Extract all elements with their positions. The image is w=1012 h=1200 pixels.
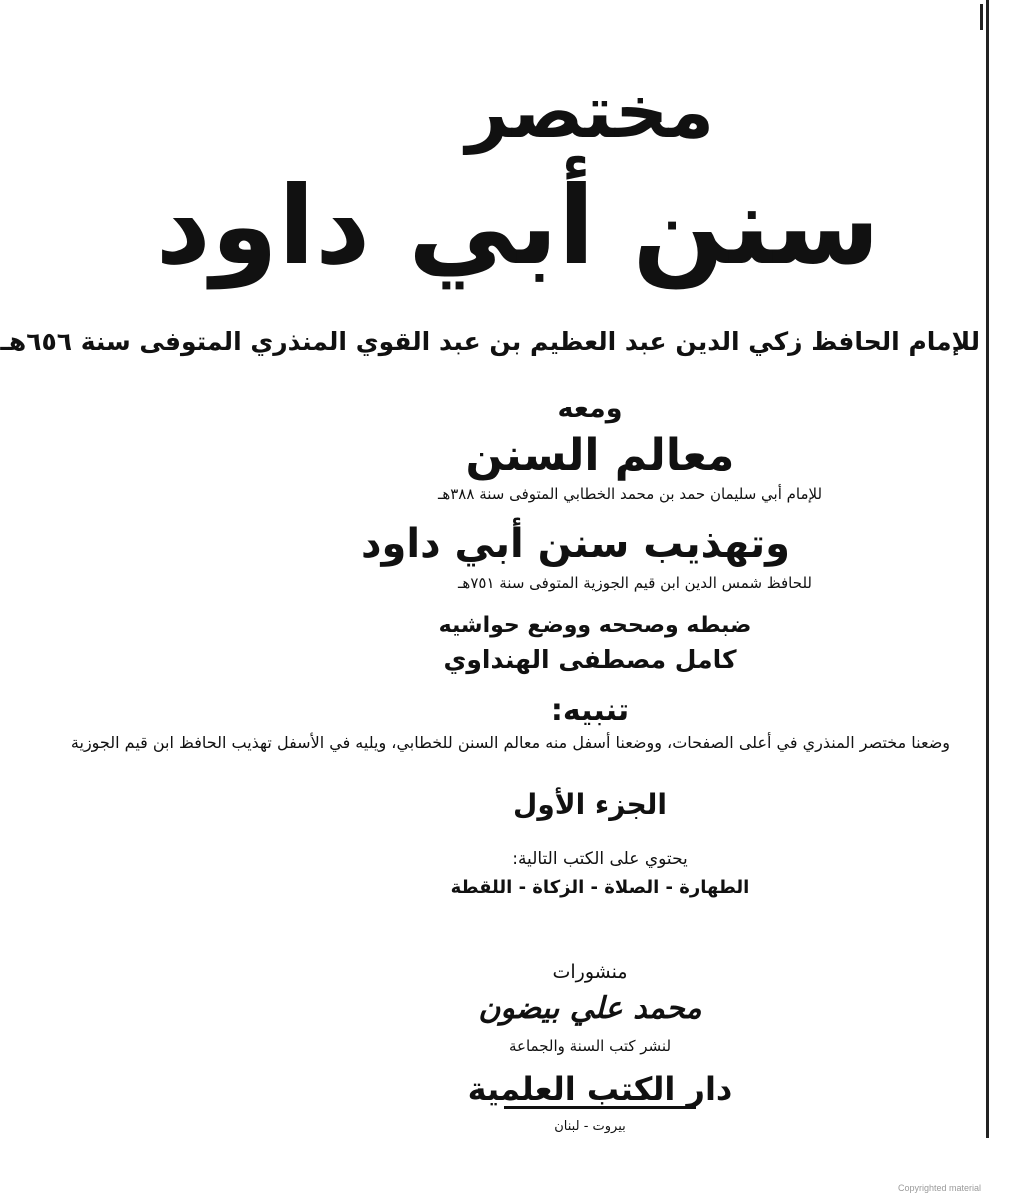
page-edge-line xyxy=(986,0,989,1138)
editor-name: كامل مصطفى الهنداوي xyxy=(443,645,737,674)
title-line-2: سنن أبي داود xyxy=(155,164,880,289)
work-1-title: معالم السنن xyxy=(465,430,735,481)
publisher-city: بيروت - لبنان xyxy=(554,1119,626,1134)
publisher-heading: منشورات xyxy=(552,961,628,983)
copyright-watermark: Copyrighted material xyxy=(898,1183,982,1193)
work-1-author: للإمام أبي سليمان حمد بن محمد الخطابي المتوفى سنة ٣٨٨هـ xyxy=(437,485,823,503)
publisher-description: لنشر كتب السنة والجماعة xyxy=(508,1037,672,1055)
publisher-name: محمد علي بيضون xyxy=(478,991,702,1026)
contents-intro: يحتوي على الكتب التالية: xyxy=(512,849,688,869)
page-edge-mark xyxy=(980,4,983,30)
with-label: ومعه xyxy=(557,393,623,424)
contents-books: الطهارة - الصلاة - الزكاة - اللقطة xyxy=(450,877,750,898)
work-2-title: وتهذيب سنن أبي داود xyxy=(360,521,790,567)
publisher-logo xyxy=(467,1062,733,1112)
notice-text: وضعنا مختصر المنذري في أعلى الصفحات، ووضعنا أسفل منه معالم السنن للخطابي، ويليه في الأسفل تهذيب الحافظ ابن قيم الجوزية xyxy=(70,733,950,752)
work-2-author: للحافظ شمس الدين ابن قيم الجوزية المتوفى سنة ٧٥١هـ xyxy=(458,574,812,592)
volume-label: الجزء الأول xyxy=(513,788,667,821)
author-line: للإمام الحافظ زكي الدين عبد العظيم بن عبد القوي المنذري المتوفى سنة ٦٥٦هـ xyxy=(0,327,980,356)
publisher-logo-text: دار الكتب العلمية xyxy=(467,1070,733,1108)
notice-heading: تنبيه: xyxy=(550,693,630,728)
title-line-1: مختصر xyxy=(465,69,715,155)
editor-role: ضبطه وصححه ووضع حواشيه xyxy=(438,613,752,638)
